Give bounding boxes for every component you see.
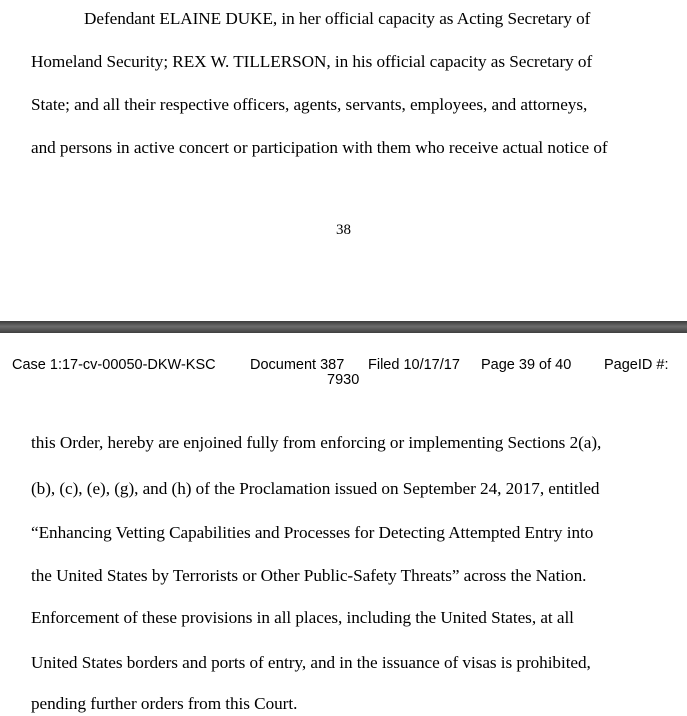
paragraph-line: this Order, hereby are enjoined fully from enforcing or implementing Sections 2(a),: [31, 433, 602, 452]
filed-date: Filed 10/17/17: [368, 357, 460, 373]
paragraph-line: “Enhancing Vetting Capabilities and Processes for Detecting Attempted Entry into: [31, 523, 594, 542]
page-id-number: 7930: [327, 372, 360, 388]
page-number: 38: [336, 222, 351, 238]
paragraph-line: State; and all their respective officers, agents, servants, employees, and attorneys,: [31, 95, 588, 114]
paragraph-line: the United States by Terrorists or Other Public-Safety Threats” across the Nation.: [31, 566, 587, 585]
paragraph-line: and persons in active concert or participation with them who receive actual notice of: [31, 138, 608, 157]
page-divider: [0, 321, 687, 333]
paragraph-line: pending further orders from this Court.: [31, 694, 298, 713]
document-number: Document 387: [250, 357, 345, 373]
paragraph-line: (b), (c), (e), (g), and (h) of the Proclamation issued on September 24, 2017, entitled: [31, 479, 600, 498]
case-number: Case 1:17-cv-00050-DKW-KSC: [12, 357, 216, 373]
case-header: [0, 358, 687, 392]
page-count: Page 39 of 40: [481, 357, 572, 373]
page-id-label: PageID #:: [604, 357, 669, 373]
paragraph-line: United States borders and ports of entry, and in the issuance of visas is prohibited,: [31, 653, 591, 672]
page-38-bottom: [0, 0, 687, 320]
paragraph-line: Defendant ELAINE DUKE, in her official capacity as Acting Secretary of: [84, 9, 591, 28]
paragraph-line: Homeland Security; REX W. TILLERSON, in his official capacity as Secretary of: [31, 52, 593, 71]
paragraph-line: Enforcement of these provisions in all places, including the United States, at all: [31, 608, 574, 627]
